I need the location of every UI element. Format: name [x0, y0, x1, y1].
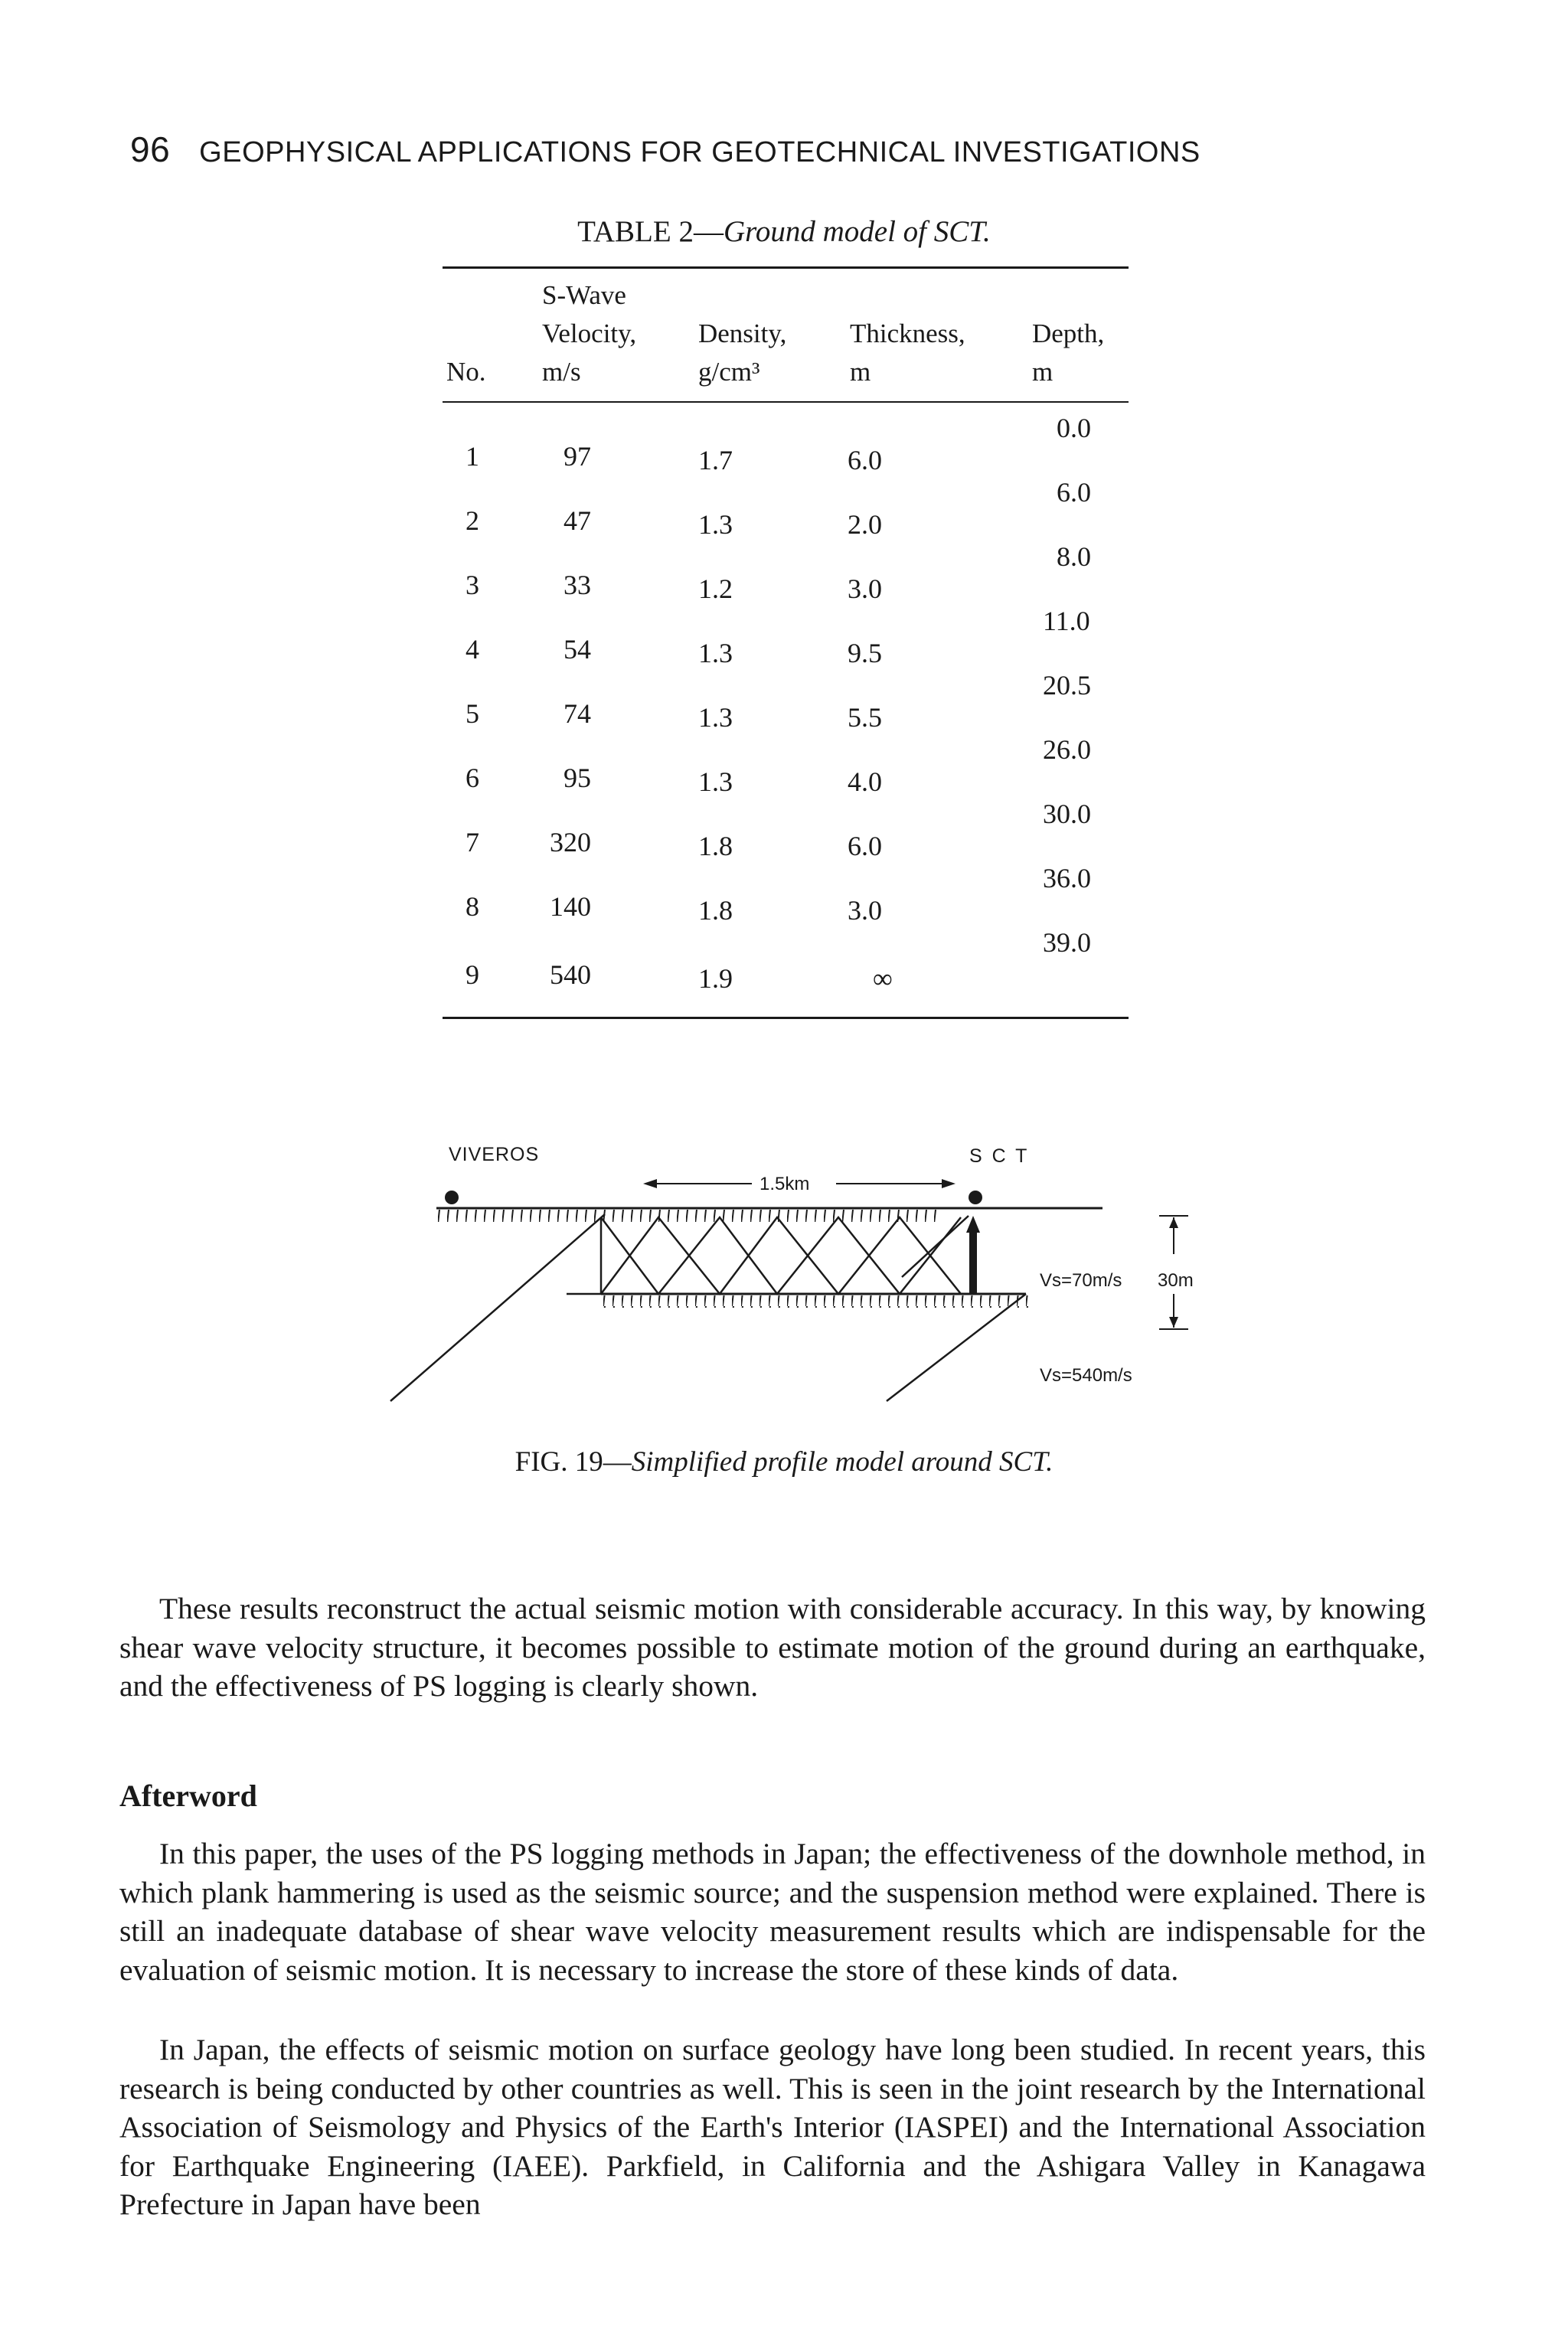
col-header-thickness-1: Thickness, [850, 318, 965, 348]
row-3-density: 1.2 [698, 573, 733, 604]
depth-8: 36.0 [1043, 863, 1091, 893]
col-header-velocity-3: m/s [542, 357, 581, 387]
figure-caption-title: Simplified profile model around SCT. [631, 1446, 1054, 1478]
label-vs-lower: Vs=540m/s [1040, 1365, 1132, 1386]
row-1-no: 1 [466, 441, 479, 472]
row-7-no: 7 [466, 827, 479, 858]
figure-caption [0, 1446, 1568, 1478]
row-4-velocity: 54 [564, 634, 591, 665]
table-caption-title: Ground model of SCT. [723, 215, 991, 248]
row-8-thickness: 3.0 [848, 895, 882, 926]
table-caption-label: TABLE 2— [577, 215, 724, 248]
row-6-velocity: 95 [564, 763, 591, 793]
col-header-depth-2: m [1032, 357, 1054, 387]
label-distance: 1.5km [760, 1174, 810, 1194]
row-2-no: 2 [466, 505, 479, 536]
running-header [130, 129, 1200, 170]
running-title: GEOPHYSICAL APPLICATIONS FOR GEOTECHNICAL INVESTIGATIONS [199, 136, 1200, 168]
viveros-station-marker [445, 1191, 459, 1204]
paragraph-1-text: These results reconstruct the actual seismic motion with considerable accuracy. In this way, by knowing shear wave velocity structure, it becomes possible to estimate motion of the ground during an earthquake, and the effectiveness of PS logging is clearly shown. [119, 1592, 1426, 1703]
row-2-velocity: 47 [564, 505, 591, 536]
row-8-velocity: 140 [550, 891, 591, 922]
row-8-density: 1.8 [698, 895, 733, 926]
depth-1: 0.0 [1057, 413, 1091, 443]
col-header-velocity-1: S-Wave [542, 280, 626, 310]
table-top-rule [443, 266, 1129, 269]
row-3-thickness: 3.0 [848, 573, 882, 604]
label-vs-upper: Vs=70m/s [1040, 1270, 1122, 1291]
label-viveros: VIVEROS [449, 1144, 540, 1165]
figure-caption-label: FIG. 19— [514, 1446, 632, 1478]
depth-4: 11.0 [1043, 606, 1090, 636]
label-sct: S C T [969, 1145, 1030, 1167]
ground-surface [436, 1208, 1102, 1222]
row-7-density: 1.8 [698, 831, 733, 861]
row-5-no: 5 [466, 698, 479, 729]
profile-model-figure [337, 1141, 1225, 1416]
depth-5: 20.5 [1043, 670, 1091, 701]
table-header-rule [443, 401, 1129, 403]
section-heading-afterword: Afterword [119, 1779, 257, 1813]
paragraph-afterword [119, 1834, 1426, 1989]
row-3-velocity: 33 [564, 570, 591, 600]
row-1-thickness: 6.0 [848, 445, 882, 475]
page-number: 96 [130, 129, 171, 169]
paragraph-3-text: In Japan, the effects of seismic motion on surface geology have long been studied. In recent years, this research is being conducted by other countries as well. This is seen in the joint research by the International Association of Seismology and Physics of the Earth's Interior (IASPEI) and the International Association for Earthquake Engineering (IAEE). Parkfield, in California and the Ashigara Valley in Kanagawa Prefecture in Japan have been [119, 2033, 1426, 2221]
row-9-velocity: 540 [550, 959, 591, 990]
label-layer-thickness: 30m [1158, 1270, 1194, 1291]
row-1-velocity: 97 [564, 441, 591, 472]
row-2-density: 1.3 [698, 509, 733, 540]
row-6-thickness: 4.0 [848, 766, 882, 797]
table-caption [0, 214, 1568, 249]
soft-layer-basin [567, 1217, 1030, 1308]
col-header-density-1: Density, [698, 318, 787, 348]
paragraph-results [119, 1589, 1426, 1706]
row-6-no: 6 [466, 763, 479, 793]
row-7-thickness: 6.0 [848, 831, 882, 861]
depth-3: 8.0 [1057, 541, 1091, 572]
depth-2: 6.0 [1057, 477, 1091, 508]
col-header-no: No. [446, 357, 486, 387]
col-header-depth-1: Depth, [1032, 318, 1105, 348]
row-2-thickness: 2.0 [848, 509, 882, 540]
sct-station-marker [969, 1191, 982, 1204]
depth-9: 39.0 [1043, 927, 1091, 958]
row-4-thickness: 9.5 [848, 638, 882, 668]
row-4-no: 4 [466, 634, 479, 665]
row-7-velocity: 320 [550, 827, 591, 858]
incident-wave-arrow [966, 1216, 980, 1294]
row-9-density: 1.9 [698, 963, 733, 994]
row-9-thickness: ∞ [873, 963, 893, 994]
table-bottom-rule [443, 1017, 1129, 1019]
paragraph-research [119, 2030, 1426, 2224]
row-9-no: 9 [466, 959, 479, 990]
row-6-density: 1.3 [698, 766, 733, 797]
row-1-density: 1.7 [698, 445, 733, 475]
col-header-density-2: g/cm³ [698, 357, 760, 387]
depth-6: 26.0 [1043, 734, 1091, 765]
col-header-thickness-2: m [850, 357, 871, 387]
row-4-density: 1.3 [698, 638, 733, 668]
col-header-velocity-2: Velocity, [542, 318, 637, 348]
row-5-velocity: 74 [564, 698, 591, 729]
row-5-thickness: 5.5 [848, 702, 882, 733]
depth-7: 30.0 [1043, 799, 1091, 829]
row-5-density: 1.3 [698, 702, 733, 733]
row-8-no: 8 [466, 891, 479, 922]
row-3-no: 3 [466, 570, 479, 600]
paragraph-2-text: In this paper, the uses of the PS logging methods in Japan; the effectiveness of the downhole method, in which plank hammering is used as the seismic source; and the suspension method were explained. There is still an inadequate database of shear wave velocity measurement results which are indispensable for the evaluation of seismic motion. It is necessary to increase the store of these kinds of data. [119, 1837, 1426, 1987]
